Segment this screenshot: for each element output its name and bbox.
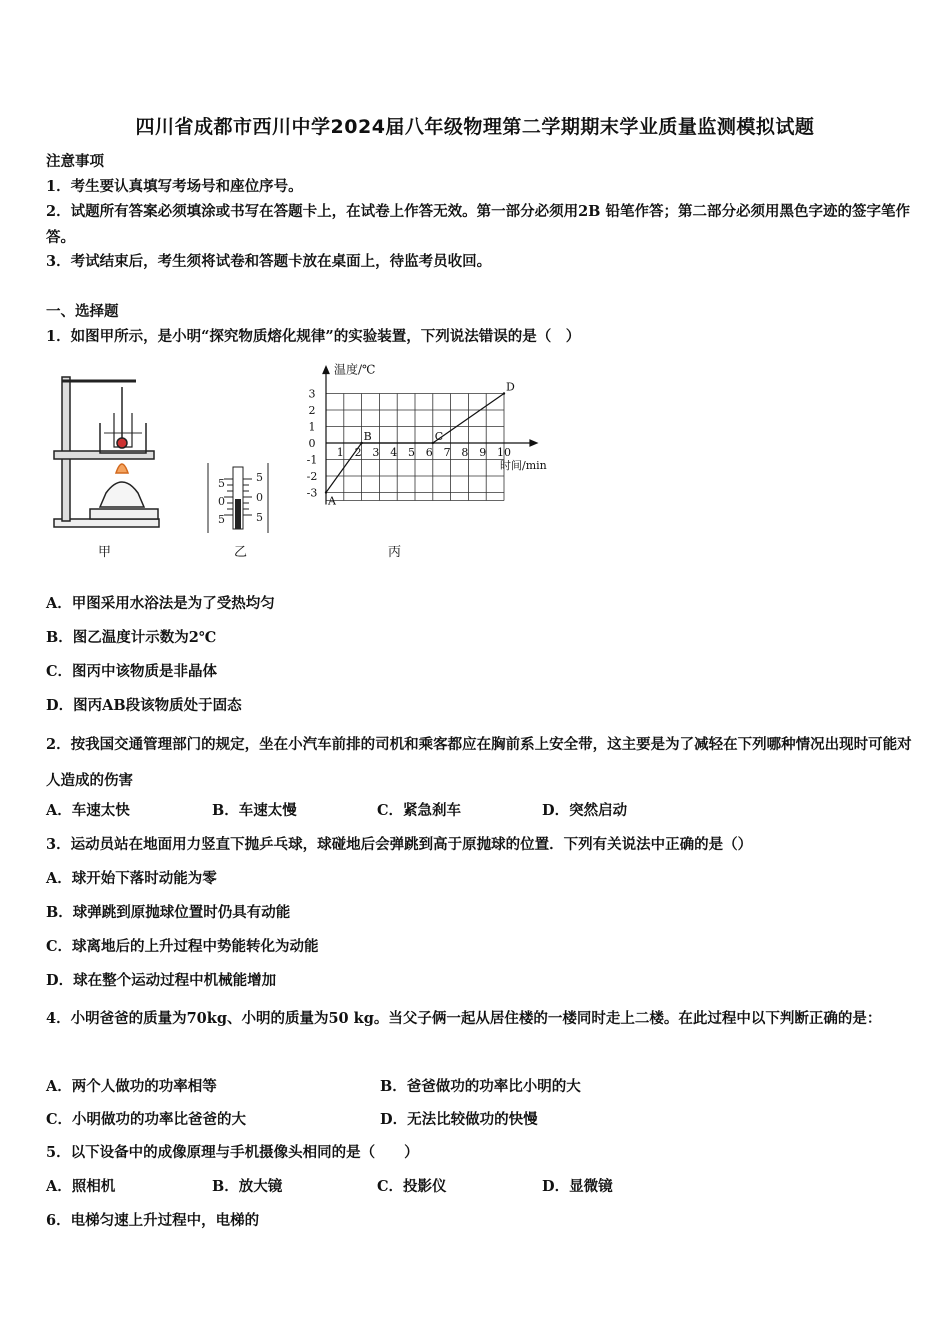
figure-svg [46,355,606,565]
option: C．紧急刹车 [377,802,462,819]
chart-point [432,442,434,444]
chart-x-tick-label: 6 [425,446,433,459]
option: B．放大镜 [212,1178,283,1195]
option: C．投影仪 [377,1178,447,1195]
chart-x-tick-label: 7 [443,446,451,459]
option: A．车速太快 [46,802,130,819]
section-heading: 一、选择题 [46,303,119,320]
chart-point-label: B [363,430,372,443]
chart-y-tick-label: -3 [306,486,318,500]
thermometer-tick: 5 [256,471,263,484]
option: D．无法比较做功的快慢 [380,1111,538,1128]
option: C．图丙中该物质是非晶体 [46,663,218,680]
chart-point [503,392,505,394]
option: B．图乙温度计示数为2℃ [46,629,217,646]
option: A．甲图采用水浴法是为了受热均匀 [46,595,275,612]
option: B．车速太慢 [212,802,297,819]
chart-ylabel: 温度/℃ [334,362,376,377]
option: D．显微镜 [542,1178,613,1195]
option: A．照相机 [46,1178,116,1195]
option: C．球离地后的上升过程中势能转化为动能 [46,938,319,955]
temperature-time-chart [307,362,547,508]
figure-caption: 乙 [234,545,248,560]
chart-x-tick-label: 5 [408,446,415,459]
chart-xlabel: 时间/min [500,459,547,472]
question-stem: 4．小明爸爸的质量为70kg、小明的质量为50 kg。当父子俩一起从居住楼的一楼同时走上二楼。在此过程中以下判断正确的是： [46,1010,882,1027]
chart-x-tick-label: 10 [497,446,511,459]
chart-x-tick-label: 2 [354,446,362,459]
thermometer-tick: 5 [218,477,225,490]
chart-x-tick-label: 4 [390,446,398,459]
option: D．突然启动 [542,802,628,819]
notice-item: 2．试题所有答案必须填涂或书写在答题卡上，在试卷上作答无效。第一部分必须用2B 铅笔作答；第二部分必须用黑色字迹的签字笔作答。 [46,203,910,246]
option: A．两个人做功的功率相等 [46,1078,217,1095]
question-stem: 2．按我国交通管理部门的规定，坐在小汽车前排的司机和乘客都应在胸前系上安全带，这主要是为了减轻在下列哪种情况出现时可能对人造成的伤害 [46,736,912,789]
chart-point-label: C [434,430,444,443]
page-title: 四川省成都市西川中学2024届八年级物理第二学期期末学业质量监测模拟试题 [135,116,815,138]
question-stem: 1．如图甲所示，是小明“探究物质熔化规律”的实验装置，下列说法错误的是（ ） [46,328,581,345]
thermometer-tick: 0 [218,495,225,508]
option: B．球弹跳到原抛球位置时仍具有动能 [46,904,291,921]
apparatus-diagram [54,377,159,527]
figure-caption: 甲 [98,545,112,560]
option: B．爸爸做功的功率比小明的大 [380,1078,581,1095]
thermometer-tick: 5 [256,511,263,524]
chart-y-tick-label: 1 [308,420,316,434]
chart-y-axis-arrow [323,367,329,374]
question-stem: 6．电梯匀速上升过程中，电梯的 [46,1212,260,1229]
chart-y-tick-label: 3 [308,387,316,401]
thermometer-tick: 0 [256,491,263,504]
notice-item: 3．考试结束后，考生须将试卷和答题卡放在桌面上，待监考员收回。 [46,253,492,270]
chart-x-tick-label: 8 [461,446,469,459]
question-stem: 5．以下设备中的成像原理与手机摄像头相同的是（ ） [46,1144,419,1161]
option: D．球在整个运动过程中机械能增加 [46,972,277,989]
thermometer-tick: 5 [218,513,225,526]
chart-x-tick-label: 3 [372,446,380,459]
notice-heading: 注意事项 [46,153,104,170]
notice-item: 1．考生要认真填写考场号和座位序号。 [46,178,303,195]
chart-x-tick-label: 9 [479,446,487,459]
option: C．小明做功的功率比爸爸的大 [46,1111,247,1128]
chart-y-tick-label: 2 [308,404,316,417]
chart-point [325,491,327,493]
chart-point-label: D [506,380,515,394]
chart-x-axis-arrow [530,440,537,446]
chart-y-tick-label: 0 [308,437,316,450]
chart-point-label: A [328,494,336,508]
chart-point [360,442,362,444]
option: D．图丙AB段该物质处于固态 [46,697,242,714]
question-1-figure [46,355,606,565]
chart-y-tick-label: -1 [306,453,318,467]
question-stem: 3．运动员站在地面用力竖直下抛乒乓球，球碰地后会弹跳到高于原抛球的位置．下列有关说法中正确的是（） [46,836,753,853]
option: A．球开始下落时动能为零 [46,870,217,887]
figure-caption: 丙 [388,545,402,560]
thermometer-diagram [208,463,268,533]
chart-y-tick-label: -2 [306,470,318,483]
chart-x-tick-label: 1 [336,446,344,459]
